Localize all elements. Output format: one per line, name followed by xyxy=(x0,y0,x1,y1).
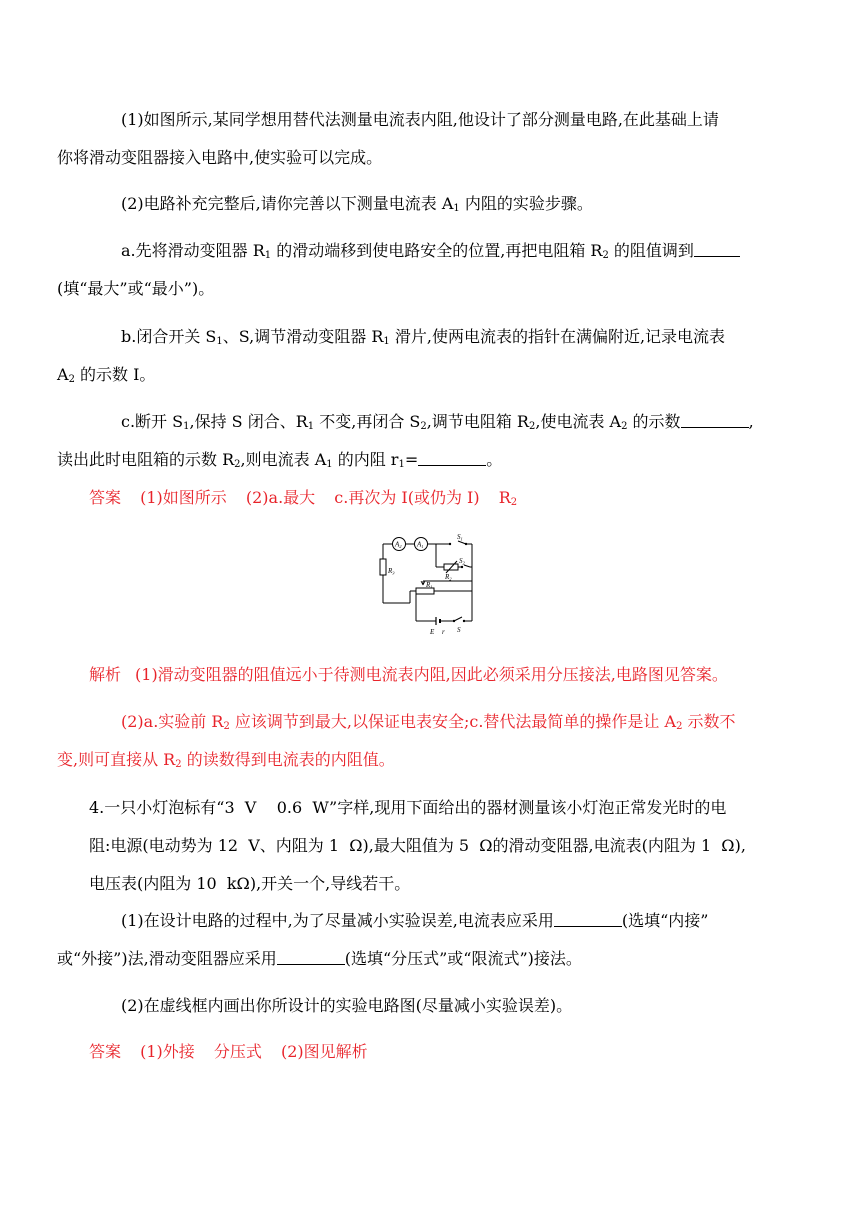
subscript: 1 xyxy=(453,203,460,214)
q3-step-a xyxy=(57,232,773,308)
analysis-text: 应该调节到最大,以保证电表安全;c.替代法最简单的操作是让 A xyxy=(229,712,677,731)
analysis-text: 示数不 xyxy=(682,712,736,731)
q3-analysis-2 xyxy=(57,703,773,779)
q4-part1 xyxy=(57,902,773,978)
step-c-text: 。 xyxy=(486,450,503,469)
circuit-diagram xyxy=(378,533,482,639)
q3-analysis-1 xyxy=(89,656,789,694)
answer-item: (1)外接 xyxy=(140,1042,195,1061)
subscript: 2 xyxy=(68,374,75,385)
q4-part2-text: (2)在虚线框内画出你所设计的实验电路图(尽量减小实验误差)。 xyxy=(121,996,573,1015)
step-c-text: c.断开 S xyxy=(121,412,184,431)
switch-contact-icon xyxy=(461,566,463,568)
q4-part1-text: (选填“内接” xyxy=(621,911,709,930)
label-s1: $S_1$ xyxy=(457,533,463,542)
analysis-text: (1)滑动变阻器的阻值远小于待测电流表内阻,因此必须采用分压接法,电路图见答案。 xyxy=(135,665,728,684)
step-a-text-2: (填“最大”或“最小”)。 xyxy=(57,279,215,298)
subscript: 1 xyxy=(326,459,333,470)
switch-contact-icon xyxy=(463,620,465,622)
step-b-text: 、S,调节滑动变阻器 R xyxy=(222,327,384,346)
step-c-text: 不变,再闭合 S xyxy=(314,412,421,431)
q3-answer xyxy=(89,479,773,517)
subscript: 1 xyxy=(216,336,223,347)
label-a2: $A_2$ xyxy=(395,540,402,549)
subscript: 1 xyxy=(307,421,315,432)
subscript: 2 xyxy=(510,497,518,508)
q3-step-b xyxy=(57,318,773,394)
subscript: 2 xyxy=(175,759,182,770)
step-a-text: 的滑动端移到使电路安全的位置,再把电阻箱 R xyxy=(271,241,603,260)
step-b-text: A xyxy=(57,365,69,384)
q3-part2 xyxy=(89,185,773,223)
analysis-label: 解析 xyxy=(89,665,122,684)
step-b-text: b.闭合开关 S xyxy=(121,327,217,346)
label-e: E xyxy=(430,628,435,636)
step-c-text: ,使电流表 A xyxy=(535,412,622,431)
step-c-text: 读出此时电阻箱的示数 R xyxy=(57,450,235,469)
subscript: 1 xyxy=(398,459,405,470)
step-a-text: 的阻值调到 xyxy=(608,241,694,260)
answer-blank[interactable] xyxy=(418,449,486,466)
q3-part1-line1: (1)如图所示,某同学想用替代法测量电流表内阻,他设计了部分测量电路,在此基础上请 xyxy=(121,110,719,129)
resistor-r3-icon xyxy=(380,559,386,575)
answer-blank[interactable] xyxy=(694,240,740,257)
answer-item: (1)如图所示 xyxy=(140,488,227,507)
answer-blank[interactable] xyxy=(681,411,749,428)
subscript: 2 xyxy=(528,421,536,432)
label-r: r xyxy=(442,628,445,636)
answer-item: 分压式 xyxy=(213,1042,262,1061)
label-a1: $A_1$ xyxy=(417,540,424,549)
switch-contact-icon xyxy=(453,620,455,622)
q4-part1-line2 xyxy=(57,949,582,968)
step-b-text: 的示数 I。 xyxy=(74,365,156,384)
step-b-line2 xyxy=(57,365,155,384)
label-s2: $S_2$ xyxy=(459,557,465,566)
q4-stem-line: 4.一只小灯泡标有“3 V 0.6 W”字样,现用下面给出的器材测量该小灯泡正常发光时的电 xyxy=(89,798,727,817)
step-c-text: , xyxy=(748,412,754,431)
answer-item: R xyxy=(498,488,511,507)
label-s: S xyxy=(457,626,461,634)
q3-part2-text: (2)电路补充完整后,请你完善以下测量电流表 A xyxy=(121,194,454,213)
subscript: 2 xyxy=(234,459,241,470)
step-c-text: 的示数 xyxy=(627,412,681,431)
step-c-text: 的内阻 r xyxy=(332,450,399,469)
step-c-text: = xyxy=(404,450,419,469)
answer-blank[interactable] xyxy=(277,948,345,965)
label-r2: $R_2$ xyxy=(445,573,452,582)
switch-contact-icon xyxy=(465,543,467,545)
step-c-text: ,保持 S 闭合、R xyxy=(189,412,308,431)
q4-part2 xyxy=(89,987,773,1025)
step-c-line2 xyxy=(57,450,502,469)
switch-contact-icon xyxy=(449,543,451,545)
answer-label: 答案 xyxy=(89,488,122,507)
q4-stem xyxy=(89,789,773,903)
subscript: 1 xyxy=(383,336,390,347)
step-c-text: ,调节电阻箱 R xyxy=(426,412,529,431)
q4-stem-line: 电压表(内阻为 10 kΩ),开关一个,导线若干。 xyxy=(89,874,411,893)
q4-stem-line: 阻:电源(电动势为 12 V、内阻为 1 Ω),最大阻值为 5 Ω的滑动变阻器,电流表(内阻为 1 Ω), xyxy=(89,836,746,855)
step-a-text: a.先将滑动变阻器 R xyxy=(121,241,265,260)
answer-label: 答案 xyxy=(89,1042,122,1061)
analysis-text: 的读数得到电流表的内阻值。 xyxy=(181,750,395,769)
q3-part1-line2: 你将滑动变阻器接入电路中,使实验可以完成。 xyxy=(57,148,383,167)
q3-part1 xyxy=(57,101,773,177)
subscript: 1 xyxy=(264,250,272,261)
analysis-line2 xyxy=(57,750,395,769)
q3-part2-text-end: 内阻的实验步骤。 xyxy=(459,194,593,213)
subscript: 2 xyxy=(602,250,609,261)
q4-part1-text: (1)在设计电路的过程中,为了尽量减小实验误差,电流表应采用 xyxy=(121,911,554,930)
answer-item: c.再次为 I(或仍为 I) xyxy=(334,488,480,507)
q4-part1-text: 或“外接”)法,滑动变阻器应采用 xyxy=(57,949,277,968)
subscript: 2 xyxy=(676,721,683,732)
answer-item: (2)图见解析 xyxy=(280,1042,368,1061)
step-c-text: ,则电流表 A xyxy=(240,450,327,469)
subscript: 2 xyxy=(223,721,230,732)
label-r3: $R_3$ xyxy=(388,567,395,576)
q4-part1-text: (选填“分压式”或“限流式”)接法。 xyxy=(344,949,582,968)
step-b-text: 滑片,使两电流表的指针在满偏附近,记录电流表 xyxy=(389,327,726,346)
label-r1: $R_1$ xyxy=(426,581,433,590)
answer-blank[interactable] xyxy=(554,910,622,927)
analysis-text: 变,则可直接从 R xyxy=(57,750,176,769)
q3-step-c xyxy=(57,403,773,479)
q4-answer xyxy=(89,1033,773,1071)
subscript: 2 xyxy=(621,421,628,432)
subscript: 2 xyxy=(420,421,427,432)
answer-item: (2)a.最大 xyxy=(245,488,316,507)
analysis-text: (2)a.实验前 R xyxy=(121,712,224,731)
subscript: 1 xyxy=(183,421,190,432)
